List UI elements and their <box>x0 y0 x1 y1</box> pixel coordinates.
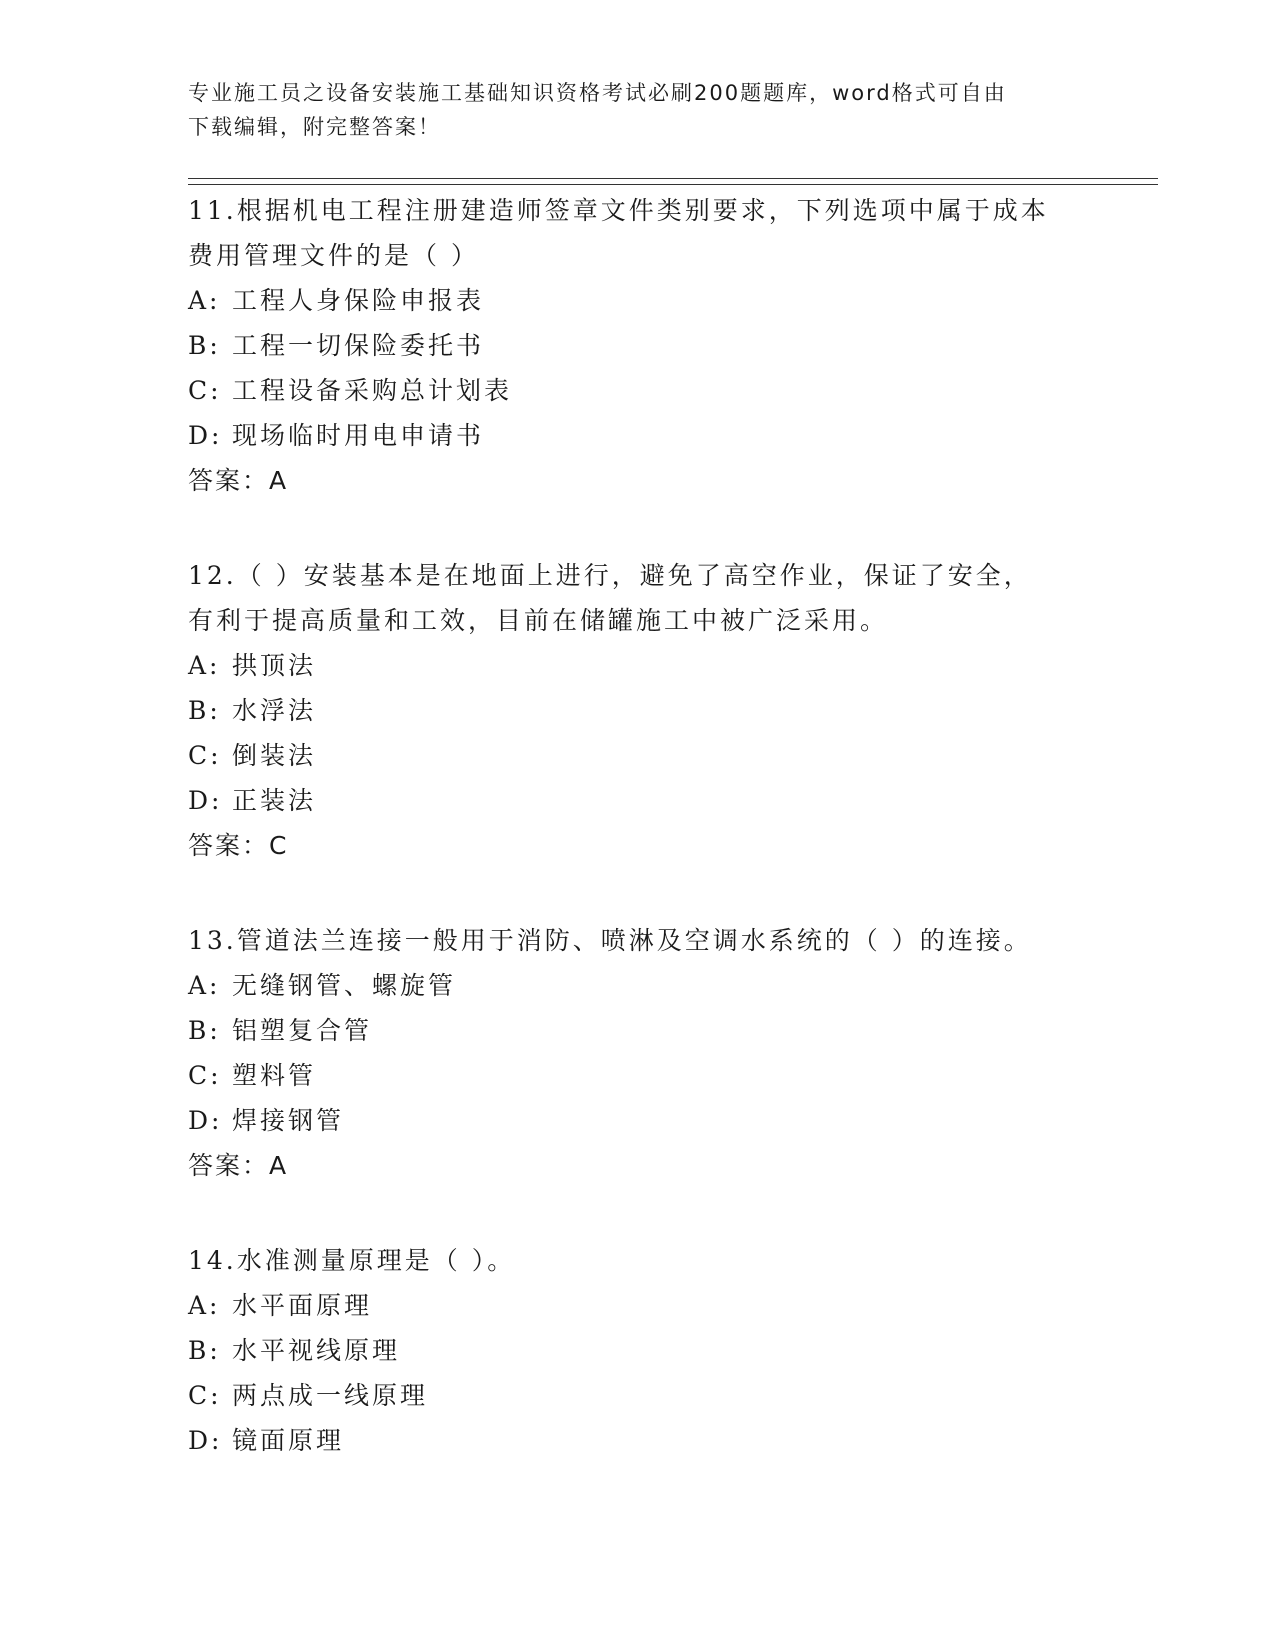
option-letter: C: <box>188 1381 222 1410</box>
option-letter: D: <box>188 786 223 815</box>
question-12 <box>188 553 1088 868</box>
option-a <box>188 278 1088 323</box>
header-divider-bottom <box>188 184 1158 185</box>
header-title-line-1: 专业施工员之设备安装施工基础知识资格考试必刷200题题库，word格式可自由 <box>188 81 1007 105</box>
option-text: 镜面原理 <box>232 1426 345 1455</box>
option-text: 拱顶法 <box>232 651 317 680</box>
option-letter: D: <box>188 1426 223 1455</box>
option-b <box>188 323 1088 368</box>
option-a <box>188 1283 1088 1328</box>
option-c <box>188 1053 1088 1098</box>
option-c <box>188 368 1088 413</box>
option-text: 两点成一线原理 <box>232 1381 429 1410</box>
option-text: 水浮法 <box>232 696 317 725</box>
answer-label: 答案：A <box>188 466 289 495</box>
header-divider-top <box>188 178 1158 179</box>
option-b <box>188 688 1088 733</box>
option-letter: C: <box>188 376 222 405</box>
option-text: 水平视线原理 <box>232 1336 401 1365</box>
option-letter: B: <box>188 1336 221 1365</box>
question-stem-line-2: 有利于提高质量和工效，目前在储罐施工中被广泛采用。 <box>188 606 889 635</box>
option-letter: A: <box>188 1291 221 1320</box>
option-text: 现场临时用电申请书 <box>232 421 485 450</box>
option-text: 焊接钢管 <box>232 1106 345 1135</box>
question-11 <box>188 188 1088 503</box>
option-letter: A: <box>188 286 221 315</box>
answer-label: 答案：C <box>188 831 289 860</box>
option-letter: A: <box>188 651 221 680</box>
option-letter: D: <box>188 1106 223 1135</box>
header-title-line-2: 下载编辑，附完整答案！ <box>188 115 441 139</box>
answer-label: 答案：A <box>188 1151 289 1180</box>
question-stem-line-1: 11.根据机电工程注册建造师签章文件类别要求，下列选项中属于成本 <box>188 196 1049 225</box>
option-b <box>188 1328 1088 1373</box>
option-letter: B: <box>188 1016 221 1045</box>
option-text: 铝塑复合管 <box>232 1016 373 1045</box>
option-letter: B: <box>188 696 221 725</box>
question-14 <box>188 1238 1088 1463</box>
option-text: 水平面原理 <box>232 1291 373 1320</box>
option-text: 工程一切保险委托书 <box>232 331 485 360</box>
option-a <box>188 643 1088 688</box>
option-letter: D: <box>188 421 223 450</box>
option-d <box>188 413 1088 458</box>
option-letter: A: <box>188 971 221 1000</box>
option-text: 塑料管 <box>232 1061 317 1090</box>
question-stem-line-1: 13.管道法兰连接一般用于消防、喷淋及空调水系统的（ ）的连接。 <box>188 926 1032 955</box>
option-letter: C: <box>188 741 222 770</box>
option-d <box>188 778 1088 823</box>
option-text: 工程人身保险申报表 <box>232 286 485 315</box>
option-c <box>188 1373 1088 1418</box>
option-text: 倒装法 <box>232 741 317 770</box>
question-stem-line-2: 费用管理文件的是（ ） <box>188 241 479 270</box>
option-letter: B: <box>188 331 221 360</box>
question-stem-line-1: 12.（ ）安装基本是在地面上进行，避免了高空作业，保证了安全， <box>188 561 1032 590</box>
option-c <box>188 733 1088 778</box>
question-stem-line-1: 14.水准测量原理是（ ）。 <box>188 1246 516 1275</box>
option-b <box>188 1008 1088 1053</box>
question-13 <box>188 918 1088 1188</box>
option-letter: C: <box>188 1061 222 1090</box>
document-header <box>188 76 1088 144</box>
option-d <box>188 1098 1088 1143</box>
option-d <box>188 1418 1088 1463</box>
option-a <box>188 963 1088 1008</box>
option-text: 无缝钢管、螺旋管 <box>232 971 457 1000</box>
option-text: 正装法 <box>232 786 317 815</box>
option-text: 工程设备采购总计划表 <box>232 376 513 405</box>
